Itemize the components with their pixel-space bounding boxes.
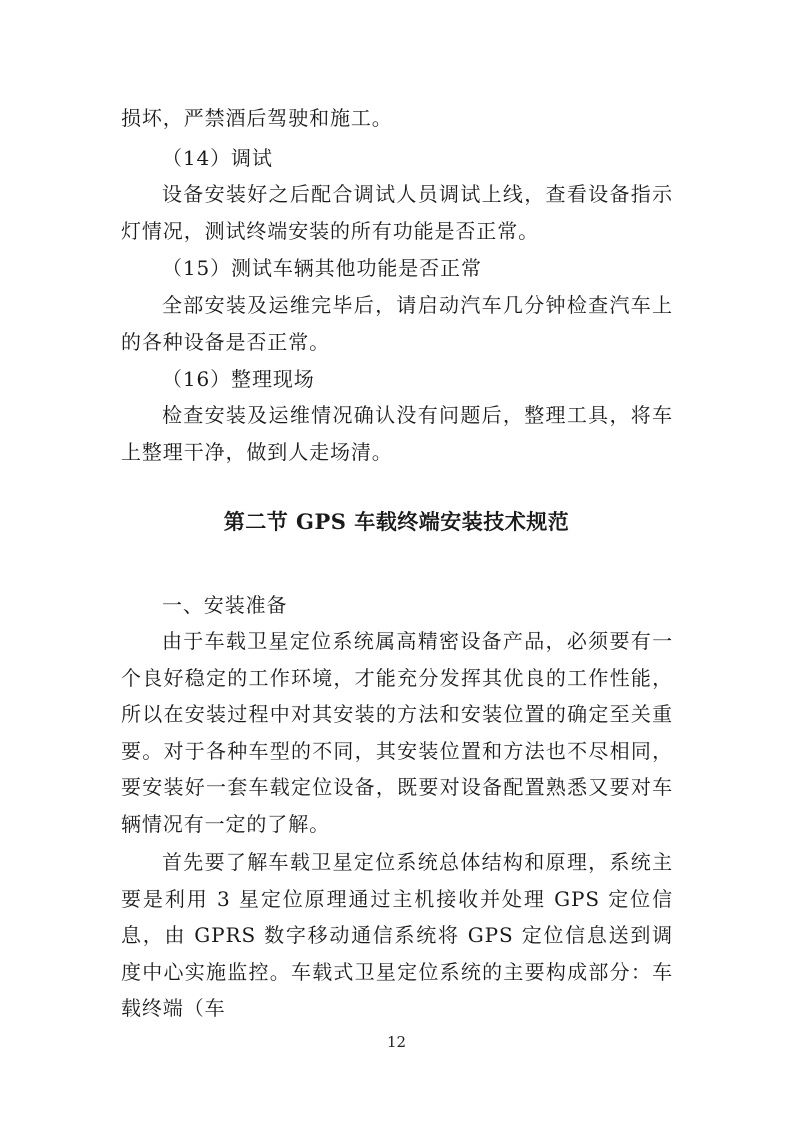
- paragraph-system-structure: 首先要了解车载卫星定位系统总体结构和原理，系统主要是利用 3 星定位原理通过主机接收并处理 GPS 定位信息，由 GPRS 数字移动通信系统将 GPS 定位信息送到调度中心实施监控。车载式卫星定位系统的主要构成部分：车载终端（车: [121, 850, 673, 1021]
- paragraph-14: 设备安装好之后配合调试人员调试上线，查看设备指示灯情况，测试终端安装的所有功能是否正常。: [121, 182, 673, 243]
- item-heading-15: （15）测试车辆其他功能是否正常: [162, 256, 482, 280]
- item-heading-16: （16）整理现场: [162, 367, 315, 391]
- paragraph-15: 全部安装及运维完毕后，请启动汽车几分钟检查汽车上的各种设备是否正常。: [121, 293, 673, 354]
- subheading-install-prep: 一、安装准备: [162, 593, 288, 617]
- item-heading-14: （14）调试: [162, 146, 273, 170]
- paragraph-install-prep: 由于车载卫星定位系统属高精密设备产品，必须要有一个良好稳定的工作环境，才能充分发挥其优良的工作性能，所以在安装过程中对其安装的方法和安装位置的确定至关重要。对于各种车型的不同，其安装位置和方法也不尽相同，要安装好一套车载定位设备，既要对设备配置熟悉又要对车辆情况有一定的了解。: [121, 629, 673, 836]
- paragraph-continued: 损坏，严禁酒后驾驶和施工。: [121, 106, 393, 130]
- paragraph-16: 检查安装及运维情况确认没有问题后，整理工具，将车上整理干净，做到人走场清。: [121, 403, 673, 464]
- page-number: 12: [386, 1033, 407, 1051]
- section-title: 第二节 GPS 车载终端安装技术规范: [223, 509, 570, 534]
